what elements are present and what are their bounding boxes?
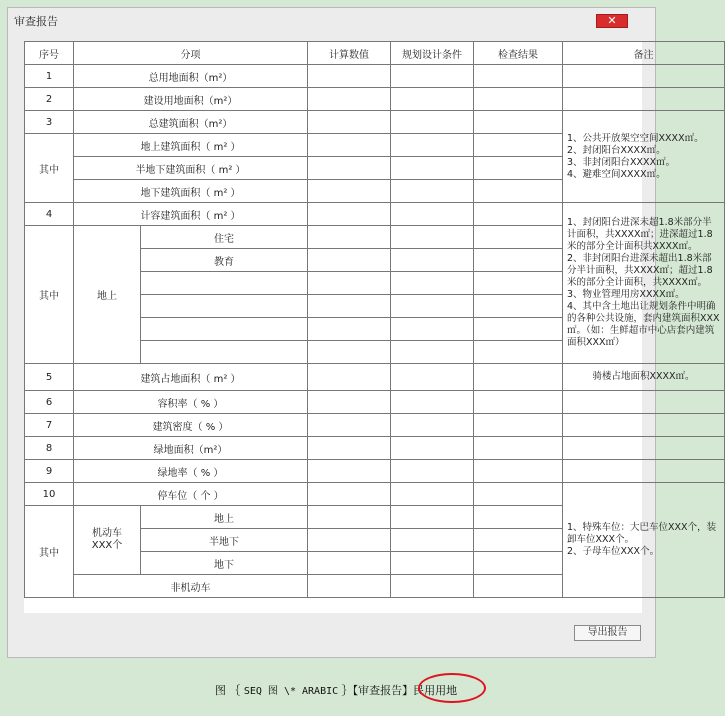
row-no: 8: [25, 437, 74, 460]
condition-cell[interactable]: [391, 341, 474, 364]
window-title: 审查报告: [14, 15, 58, 28]
condition-cell[interactable]: [391, 575, 474, 598]
calc-cell[interactable]: [308, 203, 391, 226]
row-no: 2: [25, 88, 74, 111]
note-cell[interactable]: [563, 437, 725, 460]
calc-cell[interactable]: [308, 111, 391, 134]
report-table: [24, 41, 725, 598]
result-cell[interactable]: [474, 180, 563, 203]
title-bar: [8, 8, 655, 34]
row-item: 计容建筑面积（ m² ）: [74, 203, 308, 226]
row-item: 建设用地面积（m²）: [74, 88, 308, 111]
calc-cell[interactable]: [308, 364, 391, 391]
group-label-area: 其中: [25, 134, 74, 203]
row-item: 住宅: [141, 226, 308, 249]
sub-label-motor: 机动车 XXX个: [74, 506, 141, 575]
calc-cell[interactable]: [308, 226, 391, 249]
condition-cell[interactable]: [391, 180, 474, 203]
calc-cell[interactable]: [308, 483, 391, 506]
result-cell[interactable]: [474, 506, 563, 529]
row-item[interactable]: [141, 341, 308, 364]
result-cell[interactable]: [474, 391, 563, 414]
result-cell[interactable]: [474, 414, 563, 437]
result-cell[interactable]: [474, 272, 563, 295]
row-item: 绿地率（ % ）: [74, 460, 308, 483]
condition-cell[interactable]: [391, 437, 474, 460]
condition-cell[interactable]: [391, 506, 474, 529]
note-cell[interactable]: [563, 414, 725, 437]
calc-cell[interactable]: [308, 506, 391, 529]
table-header-row: [25, 42, 725, 65]
export-report-button[interactable]: 导出报告: [574, 625, 641, 641]
table-row: [25, 111, 725, 134]
note-area[interactable]: 1、公共开放架空空间XXXX㎡。 2、封闭阳台XXXX㎡。 3、非封闭阳台XXXX㎡。 4、避难空间XXXX㎡。: [563, 111, 725, 203]
condition-cell[interactable]: [391, 364, 474, 391]
result-cell[interactable]: [474, 529, 563, 552]
row-item: 总建筑面积（m²）: [74, 111, 308, 134]
row-item[interactable]: [141, 318, 308, 341]
row-no: 4: [25, 203, 74, 226]
condition-cell[interactable]: [391, 529, 474, 552]
calc-cell[interactable]: [308, 529, 391, 552]
row-item: 半地下: [141, 529, 308, 552]
row-no: 6: [25, 391, 74, 414]
condition-cell[interactable]: [391, 65, 474, 88]
row-no: 10: [25, 483, 74, 506]
row-item: 建筑占地面积（ m² ）: [74, 364, 308, 391]
result-cell[interactable]: [474, 318, 563, 341]
condition-cell[interactable]: [391, 203, 474, 226]
condition-cell[interactable]: [391, 295, 474, 318]
row-item: 地下: [141, 552, 308, 575]
table-row: [25, 483, 725, 506]
row-no: 3: [25, 111, 74, 134]
row-item: 地下建筑面积（ m² ）: [74, 180, 308, 203]
note-cell[interactable]: [563, 391, 725, 414]
result-cell[interactable]: [474, 88, 563, 111]
figure-caption: [0, 682, 672, 698]
table-row: [25, 460, 725, 483]
header-note: 备注: [563, 42, 725, 65]
row-item: 非机动车: [74, 575, 308, 598]
result-cell[interactable]: [474, 552, 563, 575]
result-cell[interactable]: [474, 460, 563, 483]
calc-cell[interactable]: [308, 157, 391, 180]
result-cell[interactable]: [474, 437, 563, 460]
calc-cell[interactable]: [308, 249, 391, 272]
condition-cell[interactable]: [391, 226, 474, 249]
condition-cell[interactable]: [391, 483, 474, 506]
caption-suffix: 民用用地: [413, 684, 458, 697]
calc-cell[interactable]: [308, 295, 391, 318]
result-cell[interactable]: [474, 295, 563, 318]
condition-cell[interactable]: [391, 552, 474, 575]
calc-cell[interactable]: [308, 341, 391, 364]
row-item: 建筑密度（ % ）: [74, 414, 308, 437]
table-row: [25, 88, 725, 111]
group-label-far: 其中: [25, 226, 74, 364]
row-no: 7: [25, 414, 74, 437]
header-condition: 规划设计条件: [391, 42, 474, 65]
caption-middle: ｝【审查报告】: [338, 684, 414, 697]
note-cell[interactable]: [563, 460, 725, 483]
close-button[interactable]: [596, 14, 628, 28]
calc-cell[interactable]: [308, 391, 391, 414]
calc-cell[interactable]: [308, 552, 391, 575]
caption-field-code: SEQ 图 \* ARABIC: [243, 686, 339, 697]
calc-cell[interactable]: [308, 318, 391, 341]
row-item[interactable]: [141, 272, 308, 295]
row-item: 地上建筑面积（ m² ）: [74, 134, 308, 157]
result-cell[interactable]: [474, 65, 563, 88]
row-item: 容积率（ % ）: [74, 391, 308, 414]
calc-cell[interactable]: [308, 460, 391, 483]
result-cell[interactable]: [474, 111, 563, 134]
calc-cell[interactable]: [308, 134, 391, 157]
group-label-parking: 其中: [25, 506, 74, 598]
note-far[interactable]: 1、封闭阳台进深未超1.8米部分半计面积，共XXXX㎡；进深超过1.8米的部分全计面积共XXXX㎡。 2、非封闭阳台进深未超出1.8米部分半计面积，共XXXX㎡；超过1.8米的部分全计面积，共XXXX㎡。 3、物业管理用房XXXX㎡。 4、其中含土地出让规划条件中明确的各种公共设施，套内建筑面积XXX㎡。（如：生鲜超市中心店套内建筑面积XXX㎡）: [563, 203, 725, 364]
caption-prefix: 图 ｛: [214, 684, 244, 697]
row-item: 停车位（ 个 ）: [74, 483, 308, 506]
calc-cell[interactable]: [308, 88, 391, 111]
result-cell[interactable]: [474, 157, 563, 180]
table-row: [25, 65, 725, 88]
condition-cell[interactable]: [391, 134, 474, 157]
condition-cell[interactable]: [391, 318, 474, 341]
header-result: 检查结果: [474, 42, 563, 65]
result-cell[interactable]: [474, 575, 563, 598]
condition-cell[interactable]: [391, 272, 474, 295]
calc-cell[interactable]: [308, 575, 391, 598]
note-footprint[interactable]: 骑楼占地面积XXXX㎡。: [563, 364, 725, 391]
condition-cell[interactable]: [391, 111, 474, 134]
calc-cell[interactable]: [308, 437, 391, 460]
result-cell[interactable]: [474, 226, 563, 249]
report-table-container: [24, 41, 720, 613]
calc-cell[interactable]: [308, 180, 391, 203]
header-no: 序号: [25, 42, 74, 65]
condition-cell[interactable]: [391, 249, 474, 272]
calc-cell[interactable]: [308, 272, 391, 295]
row-item: 绿地面积（m²）: [74, 437, 308, 460]
result-cell[interactable]: [474, 483, 563, 506]
result-cell[interactable]: [474, 249, 563, 272]
row-no: 9: [25, 460, 74, 483]
row-item: 总用地面积（m²）: [74, 65, 308, 88]
table-row: [25, 437, 725, 460]
condition-cell[interactable]: [391, 414, 474, 437]
note-cell[interactable]: [563, 88, 725, 111]
result-cell[interactable]: [474, 134, 563, 157]
table-row: [25, 364, 725, 391]
row-no: 5: [25, 364, 74, 391]
note-parking[interactable]: 1、特殊车位：大巴车位XXX个，装卸车位XXX个。 2、子母车位XXX个。: [563, 483, 725, 598]
row-item: 教育: [141, 249, 308, 272]
close-icon: ✕: [607, 14, 617, 27]
calc-cell[interactable]: [308, 414, 391, 437]
header-calc: 计算数值: [308, 42, 391, 65]
condition-cell[interactable]: [391, 391, 474, 414]
condition-cell[interactable]: [391, 88, 474, 111]
table-row: [25, 203, 725, 226]
condition-cell[interactable]: [391, 460, 474, 483]
table-row: [25, 414, 725, 437]
sub-label-dishang: 地上: [74, 226, 141, 364]
table-row: [25, 391, 725, 414]
header-item: 分项: [74, 42, 308, 65]
result-cell[interactable]: [474, 341, 563, 364]
condition-cell[interactable]: [391, 157, 474, 180]
row-item[interactable]: [141, 295, 308, 318]
row-no: 1: [25, 65, 74, 88]
audit-report-window: [7, 7, 720, 658]
result-cell[interactable]: [474, 203, 563, 226]
calc-cell[interactable]: [308, 65, 391, 88]
row-item: 地上: [141, 506, 308, 529]
note-cell[interactable]: [563, 65, 725, 88]
result-cell[interactable]: [474, 364, 563, 391]
row-item: 半地下建筑面积（ m² ）: [74, 157, 308, 180]
